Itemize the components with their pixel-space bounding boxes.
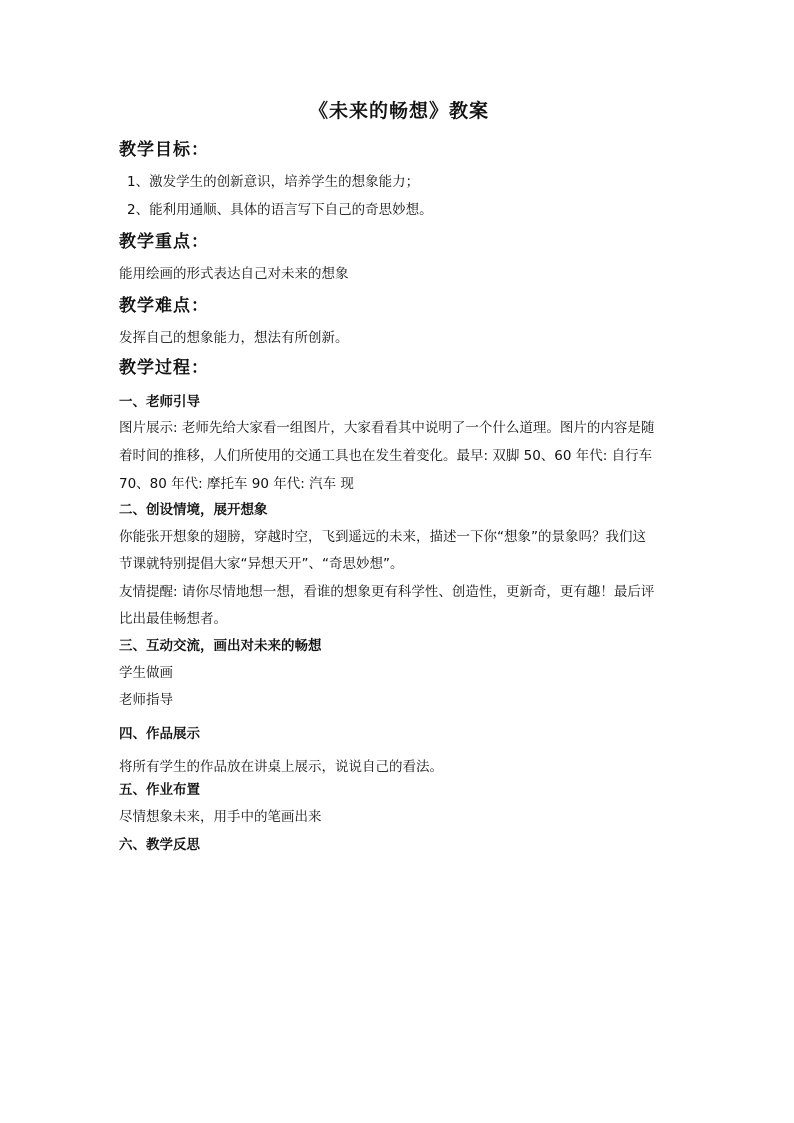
keypoint-heading: 教学重点： bbox=[119, 232, 209, 252]
section-2-line: 友情提醒: 请你尽情地想一想，看谁的想象更有科学性、创造性，更新奇，更有趣！最后评 bbox=[119, 584, 655, 600]
objective-item: 1、激发学生的创新意识，培养学生的想象能力； bbox=[127, 174, 420, 190]
section-heading-6: 六、教学反思 bbox=[119, 837, 200, 853]
objective-item: 2、能利用通顺、具体的语言写下自己的奇思妙想。 bbox=[127, 202, 433, 218]
section-1-line: 着时间的推移，人们所使用的交通工具也在发生着变化。最早: 双脚 50、60 年代: 自行车 bbox=[119, 448, 653, 464]
section-3-line: 老师指导 bbox=[119, 692, 173, 708]
section-3-line: 学生做画 bbox=[119, 665, 173, 681]
section-heading-1: 一、老师引导 bbox=[119, 394, 200, 410]
section-1-line: 70、80 年代: 摩托车 90 年代: 汽车 现 bbox=[119, 476, 354, 492]
section-2-line: 比出最佳畅想者。 bbox=[119, 611, 227, 627]
section-4-text: 将所有学生的作品放在讲桌上展示，说说自己的看法。 bbox=[119, 759, 443, 775]
difficulty-text: 发挥自己的想象能力，想法有所创新。 bbox=[119, 330, 349, 346]
keypoint-text: 能用绘画的形式表达自己对未来的想象 bbox=[119, 266, 349, 282]
section-2-line: 你能张开想象的翅膀，穿越时空，飞到遥远的未来，描述一下你“想象”的景象吗？我们这 bbox=[119, 529, 646, 545]
section-5-text: 尽情想象未来，用手中的笔画出来 bbox=[119, 809, 322, 825]
difficulty-heading: 教学难点： bbox=[119, 296, 209, 316]
section-2-line: 节课就特别提倡大家“异想天开”、“奇思妙想”。 bbox=[119, 556, 404, 572]
section-heading-5: 五、作业布置 bbox=[119, 782, 200, 798]
section-1-line: 图片展示: 老师先给大家看一组图片，大家看看其中说明了一个什么道理。图片的内容是随 bbox=[119, 420, 655, 436]
section-heading-3: 三、互动交流，画出对未来的畅想 bbox=[119, 638, 322, 654]
section-heading-2: 二、创设情境，展开想象 bbox=[119, 502, 268, 518]
document-title: 《未来的畅想》教案 bbox=[308, 100, 489, 122]
section-heading-4: 四、作品展示 bbox=[119, 726, 200, 742]
objectives-heading: 教学目标： bbox=[119, 140, 209, 160]
process-heading: 教学过程： bbox=[119, 358, 209, 378]
